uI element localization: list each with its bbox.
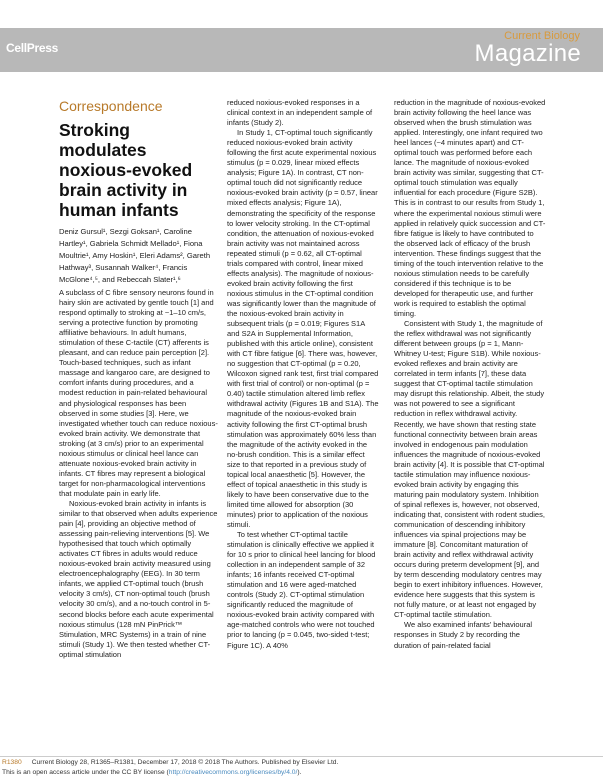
journal-name: Current Biology (504, 30, 580, 42)
section-header: Magazine (474, 40, 581, 67)
column-1 (59, 288, 219, 660)
column-2 (227, 98, 379, 651)
paragraph: In Study 1, CT-optimal touch significantly reduced noxious-evoked brain activity following the first acute experimental noxious stimulus (p = 0.029, linear mixed effects analysis; Figure 1A). In contrast, CT non-optimal touch did not significantly reduce noxious-evoked brain activity (p = 0.57, linear mixed effects analysis; Figure 1A), demonstrating the specificity of the response to lower velocity stroking. In the CT-optimal condition, the attenuation of noxious-evoked brain activity was not maintained across repeated stimuli (p = 0.62, all CT-optimal trials compared with control, linear mixed effects analysis). The magnitude of noxious-evoked brain activity following the first noxious stimulus in the CT-optimal condition was significantly lower than the magnitude of the noxious-evoked brain activity in subsequent trials (p = 0.019; Figures S1A and S2A in Supplemental Information, published with this article online), consistent with CT fibre fatigue [6]. There was, however, no suggestion that CT-optimal (p = 0.20, Wilcoxon signed rank test, first trial compared with first trial of control) or non-optimal (p = 0.40) tactile stimulation altered limb reflex withdrawal activity (Figures 1B and S1A). The magnitude of the noxious-evoked brain activity following the first CT-optimal brush stimulation was approximately 60% less than the magnitude of the activity evoked in the no-brush condition. This is a similar effect size to that reported in a previous study of topical local anaesthetic [5]. However, the effect of topical anaesthetic in this study is likely to have been conservative due to the limited time allowed for absorption (30 minutes) prior to application of the noxious stimuli. (227, 128, 379, 529)
paragraph: To test whether CT-optimal tactile stimulation is clinically effective we applied it for 10 s prior to clinical heel lancing for blood collection in an independent sample of 32 infants; 16 infants received CT-optimal stimulation and 16 were aged-matched controls (Study 2). CT-optimal stimulation significantly reduced the magnitude of noxious-evoked brain activity compared with age-matched controls who were not touched prior to lancing (p = 0.045, two-sided t-test; Figure 1C). A 40% (227, 530, 376, 650)
paragraph: Noxious-evoked brain activity in infants is similar to that observed when adults experience pain [4], providing an objective method of assessing pain-relieving interventions [5]. We hypothesised that touch which optimally activates CT fibres in adults would reduce noxious-evoked brain activity measured using electroencephalography (EEG). In 30 term infants, we applied CT-optimal touch (brush velocity 3 cm/s), CT non-optimal touch (brush velocity 30 cm/s), and a no-touch control in 5-second blocks before each acute experimental noxious stimulus (128 mN PinPrick™ Stimulation, MRC Systems) in a train of nine stimuli (Study 1). We then tested whether CT-optimal stimulation (59, 498, 218, 659)
column-3 (394, 98, 546, 651)
paragraph: A subclass of C fibre sensory neurons found in hairy skin are activated by gentle touch [1] and respond optimally to stroking at ~1–10 cm/s, serving a protective function by promoting affiliative behaviours. In adult humans, stimulation of these C-tactile (CT) afferents is pleasant, and can reduce pain perception [2]. Touch-based techniques, such as infant massage and kangaroo care, are designed to comfort infants during procedures, and a modest reduction in pain-related behavioural and physiological responses has been observed in some studies [3]. Here, we investigated whether touch can reduce noxious-evoked brain activity. We demonstrate that stroking (at 3 cm/s) prior to an experimental noxious stimulus or clinical heel lance can attenuate noxious-evoked brain activity in infants. CT fibres may represent a biological target for non-pharmacological interventions that modulate pain in early life. (59, 288, 218, 498)
footer-divider (0, 756, 603, 757)
license-text: This is an open access article under the CC BY license ( (2, 769, 169, 776)
citation-text: Current Biology 28, R1365–R1381, December 17, 2018 © 2018 The Authors. Published by Elsevier Ltd. (31, 759, 339, 766)
paragraph: reduced noxious-evoked responses in a clinical context in an independent sample of infants (Study 2). (227, 98, 373, 128)
footer-citation (2, 759, 338, 766)
paragraph: We also examined infants' behavioural responses in Study 2 by recording the duration of pain-related facial (394, 620, 533, 650)
article-type: Correspondence (59, 98, 163, 114)
license-link[interactable]: http://creativecommons.org/licenses/by/4.0/ (168, 769, 298, 776)
footer-license (2, 769, 301, 776)
author-list: Deniz Gursul¹, Sezgi Goksan¹, Caroline Hartley¹, Gabriela Schmidt Mellado¹, Fiona Moultrie¹, Amy Hoskin¹, Eleri Adams², Gareth Hathway³, Susannah Walker⁴, Francis McGlone⁴,⁵, and Rebeccah Slater¹,⁶ (59, 227, 211, 284)
paragraph: Consistent with Study 1, the magnitude of the reflex withdrawal was not significantly different between groups (p = 1, Mann-Whitney U-test; Figure S1B). While noxious-evoked reflexes and brain activity are correlated in term infants [7], these data suggest that CT-optimal tactile stimulation may disrupt this relationship. Albeit, the study was not powered to see a significant reduction in reflex withdrawal activity. Recently, we have shown that resting state functional connectivity between brain areas involved in endogenous pain modulation influences the magnitude of noxious-evoked brain activity [4]. It is possible that CT-optimal tactile stimulation may influence noxious-evoked brain activity by engaging this maturing pain modulatory system. Inhibition of spinal reflexes is, however, not observed, indicating that, consistent with rodent studies, communication of descending inhibitory influences via spinal projections may be immature [8]. Concomitant maturation of brain activity and reflex withdrawal activity occurs during preterm development [9], and by term descending modulatory centres may begin to exert inhibitory influences. However, evidence here suggests that this system is not fully mature, or at least not engaged by CT-optimal tactile stimulation. (394, 319, 545, 620)
publisher-logo: CellPress (6, 41, 59, 55)
license-end: ). (297, 769, 302, 776)
page-number: R1380 (2, 759, 22, 766)
paragraph: reduction in the magnitude of noxious-evoked brain activity following the heel lance was observed when the brush stimulation was applied. Interestingly, one infant required two heel lances (~4 minutes apart) and CT-optimal touch was performed before each lance. The magnitude of noxious-evoked brain activity was similar, suggesting that CT-optimal touch stimulation was equally influential for each procedure (Figure S2B). This is in contrast to our results from Study 1, where the experimental noxious stimuli were applied in relatively quick succession and CT-fibre fatigue is likely to have contributed to the observed lack of efficacy of the brush intervention. These findings suggest that the timing of the touch intervention relative to the noxious stimulation needs to be carefully considered if this technique is to be developed for therapeutic use, and further work is required to establish the optimal timing. (394, 98, 546, 318)
article-title: Stroking modulates noxious-evoked brain activity in human infants (59, 120, 193, 220)
